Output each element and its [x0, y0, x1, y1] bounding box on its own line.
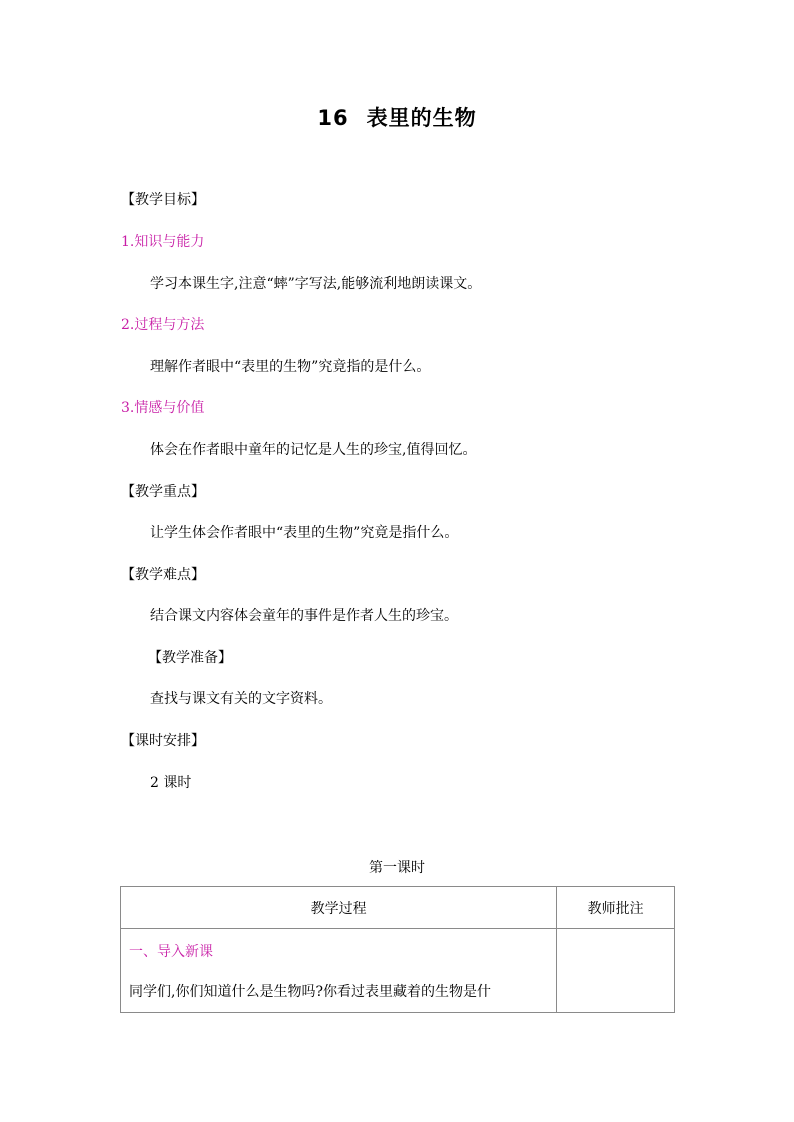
schedule-text: 2 课时	[150, 775, 192, 791]
notes-cell	[557, 929, 675, 1013]
key-points-text: 让学生体会作者眼中“表里的生物”究竟是指什么。	[150, 525, 459, 541]
objective-1-title: 1.知识与能力	[121, 234, 205, 250]
lesson-number: 16	[317, 106, 349, 130]
objective-3-text: 体会在作者眼中童年的记忆是人生的珍宝,值得回忆。	[150, 442, 477, 458]
difficulties-text: 结合课文内容体会童年的事件是作者人生的珍宝。	[150, 608, 458, 624]
preparation-text: 查找与课文有关的文字资料。	[150, 691, 332, 707]
lesson-plan-table	[120, 886, 675, 1013]
page-title	[0, 102, 794, 132]
process-cell-body	[121, 929, 556, 1012]
intro-subheading: 一、导入新课	[129, 944, 213, 960]
lesson-period-title: 第一课时	[369, 860, 425, 876]
objectives-heading: 【教学目标】	[121, 192, 205, 208]
objective-2-title: 2.过程与方法	[121, 317, 205, 333]
key-points-heading: 【教学重点】	[121, 484, 205, 500]
intro-text: 同学们,你们知道什么是生物吗?你看过表里藏着的生物是什	[129, 984, 491, 1000]
lesson-name: 表里的生物	[366, 106, 477, 130]
schedule-heading: 【课时安排】	[121, 733, 205, 749]
table-header-row	[121, 887, 675, 929]
objective-1-text: 学习本课生字,注意“蟀”字写法,能够流利地朗读课文。	[150, 276, 482, 292]
objective-3-title: 3.情感与价值	[121, 400, 205, 416]
header-teacher-notes: 教师批注	[557, 887, 675, 929]
process-cell	[121, 929, 557, 1013]
header-teaching-process: 教学过程	[121, 887, 557, 929]
table-row	[121, 929, 675, 1013]
difficulties-heading: 【教学难点】	[121, 567, 205, 583]
preparation-heading: 【教学准备】	[148, 650, 232, 666]
objective-2-text: 理解作者眼中“表里的生物”究竟指的是什么。	[150, 359, 431, 375]
